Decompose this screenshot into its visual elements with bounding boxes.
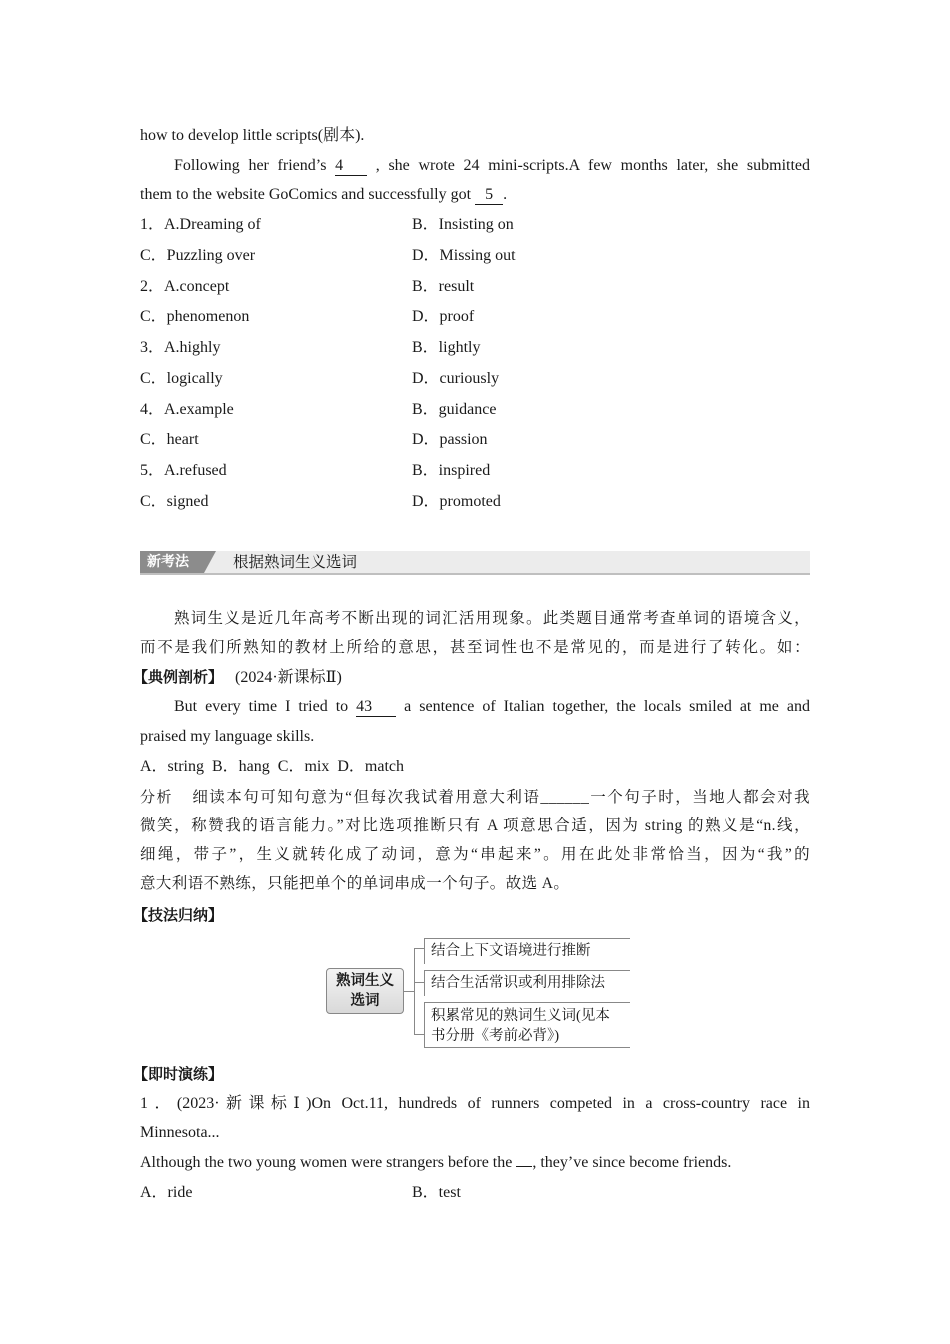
option-right: B．inspired (412, 462, 491, 479)
analysis-line: 细绳，带子”，生义就转化成了动词，意为“串起来”。用在此处非常恰当，因为“我”的 (140, 846, 810, 863)
passage-line (140, 185, 507, 205)
option-left: C．phenomenon (140, 308, 250, 325)
blank-5: 5 (475, 186, 503, 205)
practice-line: Minnesota... (140, 1124, 220, 1141)
option-left: 2．A.concept (140, 278, 230, 295)
option-row (140, 369, 810, 389)
option-left: C．logically (140, 370, 223, 387)
section-title: 根据熟词生义选词 (233, 553, 358, 571)
option-left: 4．A.example (140, 401, 234, 418)
intro-text: 熟词生义是近几年高考不断出现的词汇活用现象。此类题目通常考查单词的语境含义， (174, 610, 810, 627)
option-row (140, 246, 810, 266)
practice-text: , they’ve since become friends. (532, 1154, 732, 1171)
option-left: C．signed (140, 493, 209, 510)
passage-line: how to develop little scripts(剧本). (140, 127, 365, 144)
passage-text: them to the website GoComics and successfully got (140, 186, 472, 203)
diagram-item-line: 积累常见的熟词生义词(见本 (431, 1008, 610, 1024)
analysis-line: 意大利语不熟练，只能把单个的单词串成一个句子。故选 A。 (140, 875, 570, 892)
example-choices: A．string B．hang C．mix D．match (140, 758, 404, 775)
analysis-line: 微笑，称赞我的语言能力。”对比选项推断只有 A 项意思合适，因为 string 的熟义是“n.线， (140, 817, 810, 834)
connector-line (414, 982, 424, 983)
intro-line: 而不是我们所熟知的教材上所给的意思，甚至词性也不是常见的，而是进行了转化。如： (140, 639, 810, 656)
passage-text: . (503, 186, 508, 203)
option-left: 5．A.refused (140, 462, 227, 479)
option-left: 1．A.Dreaming of (140, 216, 261, 233)
option-row (140, 461, 810, 481)
diagram-center-line: 熟词生义 (336, 973, 394, 989)
practice-heading: 【即时演练】 (133, 1065, 224, 1083)
practice-line (140, 1153, 731, 1173)
diagram-item (424, 1002, 630, 1048)
diagram-center-box (326, 968, 404, 1014)
option-row (140, 215, 810, 235)
option-row (140, 338, 810, 358)
example-heading: 【典例剖析】 (133, 668, 224, 686)
blank-43: 43 (356, 698, 396, 717)
option-row (140, 277, 810, 297)
example-text: But every time I tried to (174, 698, 349, 715)
analysis-label: 分析 (140, 788, 173, 806)
option-left: A．ride (140, 1184, 193, 1201)
diagram-item: 结合上下文语境进行推断 (424, 938, 630, 964)
summary-diagram (326, 938, 630, 1050)
practice-blank (516, 1166, 532, 1167)
analysis-line (140, 787, 810, 808)
option-left: 3．A.highly (140, 339, 221, 356)
blank-4: 4 (335, 157, 367, 176)
example-line: praised my language skills. (140, 728, 315, 745)
passage-text: Following her friend’s (174, 157, 327, 174)
diagram-center-line: 选词 (350, 993, 380, 1009)
intro-line (140, 609, 810, 629)
option-right: D．passion (412, 431, 488, 448)
practice-line: 1．(2023·新课标Ⅰ)On Oct.11, hundreds of runners competed in a cross-country race in (140, 1095, 810, 1112)
example-text: a sentence of Italian together, the locals smiled at me and (404, 698, 811, 715)
example-heading-line (133, 667, 342, 688)
option-left: C．heart (140, 431, 199, 448)
passage-text: , she wrote 24 mini-scripts.A few months later, she submitted (375, 157, 811, 174)
option-left: C．Puzzling over (140, 247, 256, 264)
option-right: D．proof (412, 308, 475, 325)
diagram-item: 结合生活常识或利用排除法 (424, 970, 630, 996)
banner-tag: 新考法 (140, 551, 204, 573)
example-line (140, 697, 810, 717)
option-right: B．Insisting on (412, 216, 514, 233)
summary-heading: 【技法归纳】 (133, 906, 224, 924)
passage-line (140, 156, 810, 176)
option-row (140, 400, 810, 420)
option-right: D．curiously (412, 370, 500, 387)
connector-line (414, 948, 424, 949)
option-right: B．test (412, 1184, 461, 1201)
section-banner (140, 551, 810, 575)
practice-text: Although the two young women were strangers before the (140, 1154, 513, 1171)
option-right: D．Missing out (412, 247, 516, 264)
connector-line (404, 991, 414, 992)
connector-line (414, 948, 415, 1034)
example-source: (2024·新课标Ⅱ) (235, 669, 342, 686)
connector-line (414, 1034, 424, 1035)
option-row (140, 1183, 810, 1203)
diagram-item-line: 书分册《考前必背》) (431, 1028, 560, 1044)
option-right: D．promoted (412, 493, 501, 510)
option-row (140, 430, 810, 450)
option-right: B．lightly (412, 339, 481, 356)
option-row (140, 307, 810, 327)
option-right: B．guidance (412, 401, 497, 418)
option-right: B．result (412, 278, 475, 295)
option-row (140, 492, 810, 512)
analysis-text: 细读本句可知句意为“但每次我试着用意大利语______一个句子时，当地人都会对我 (192, 789, 810, 806)
